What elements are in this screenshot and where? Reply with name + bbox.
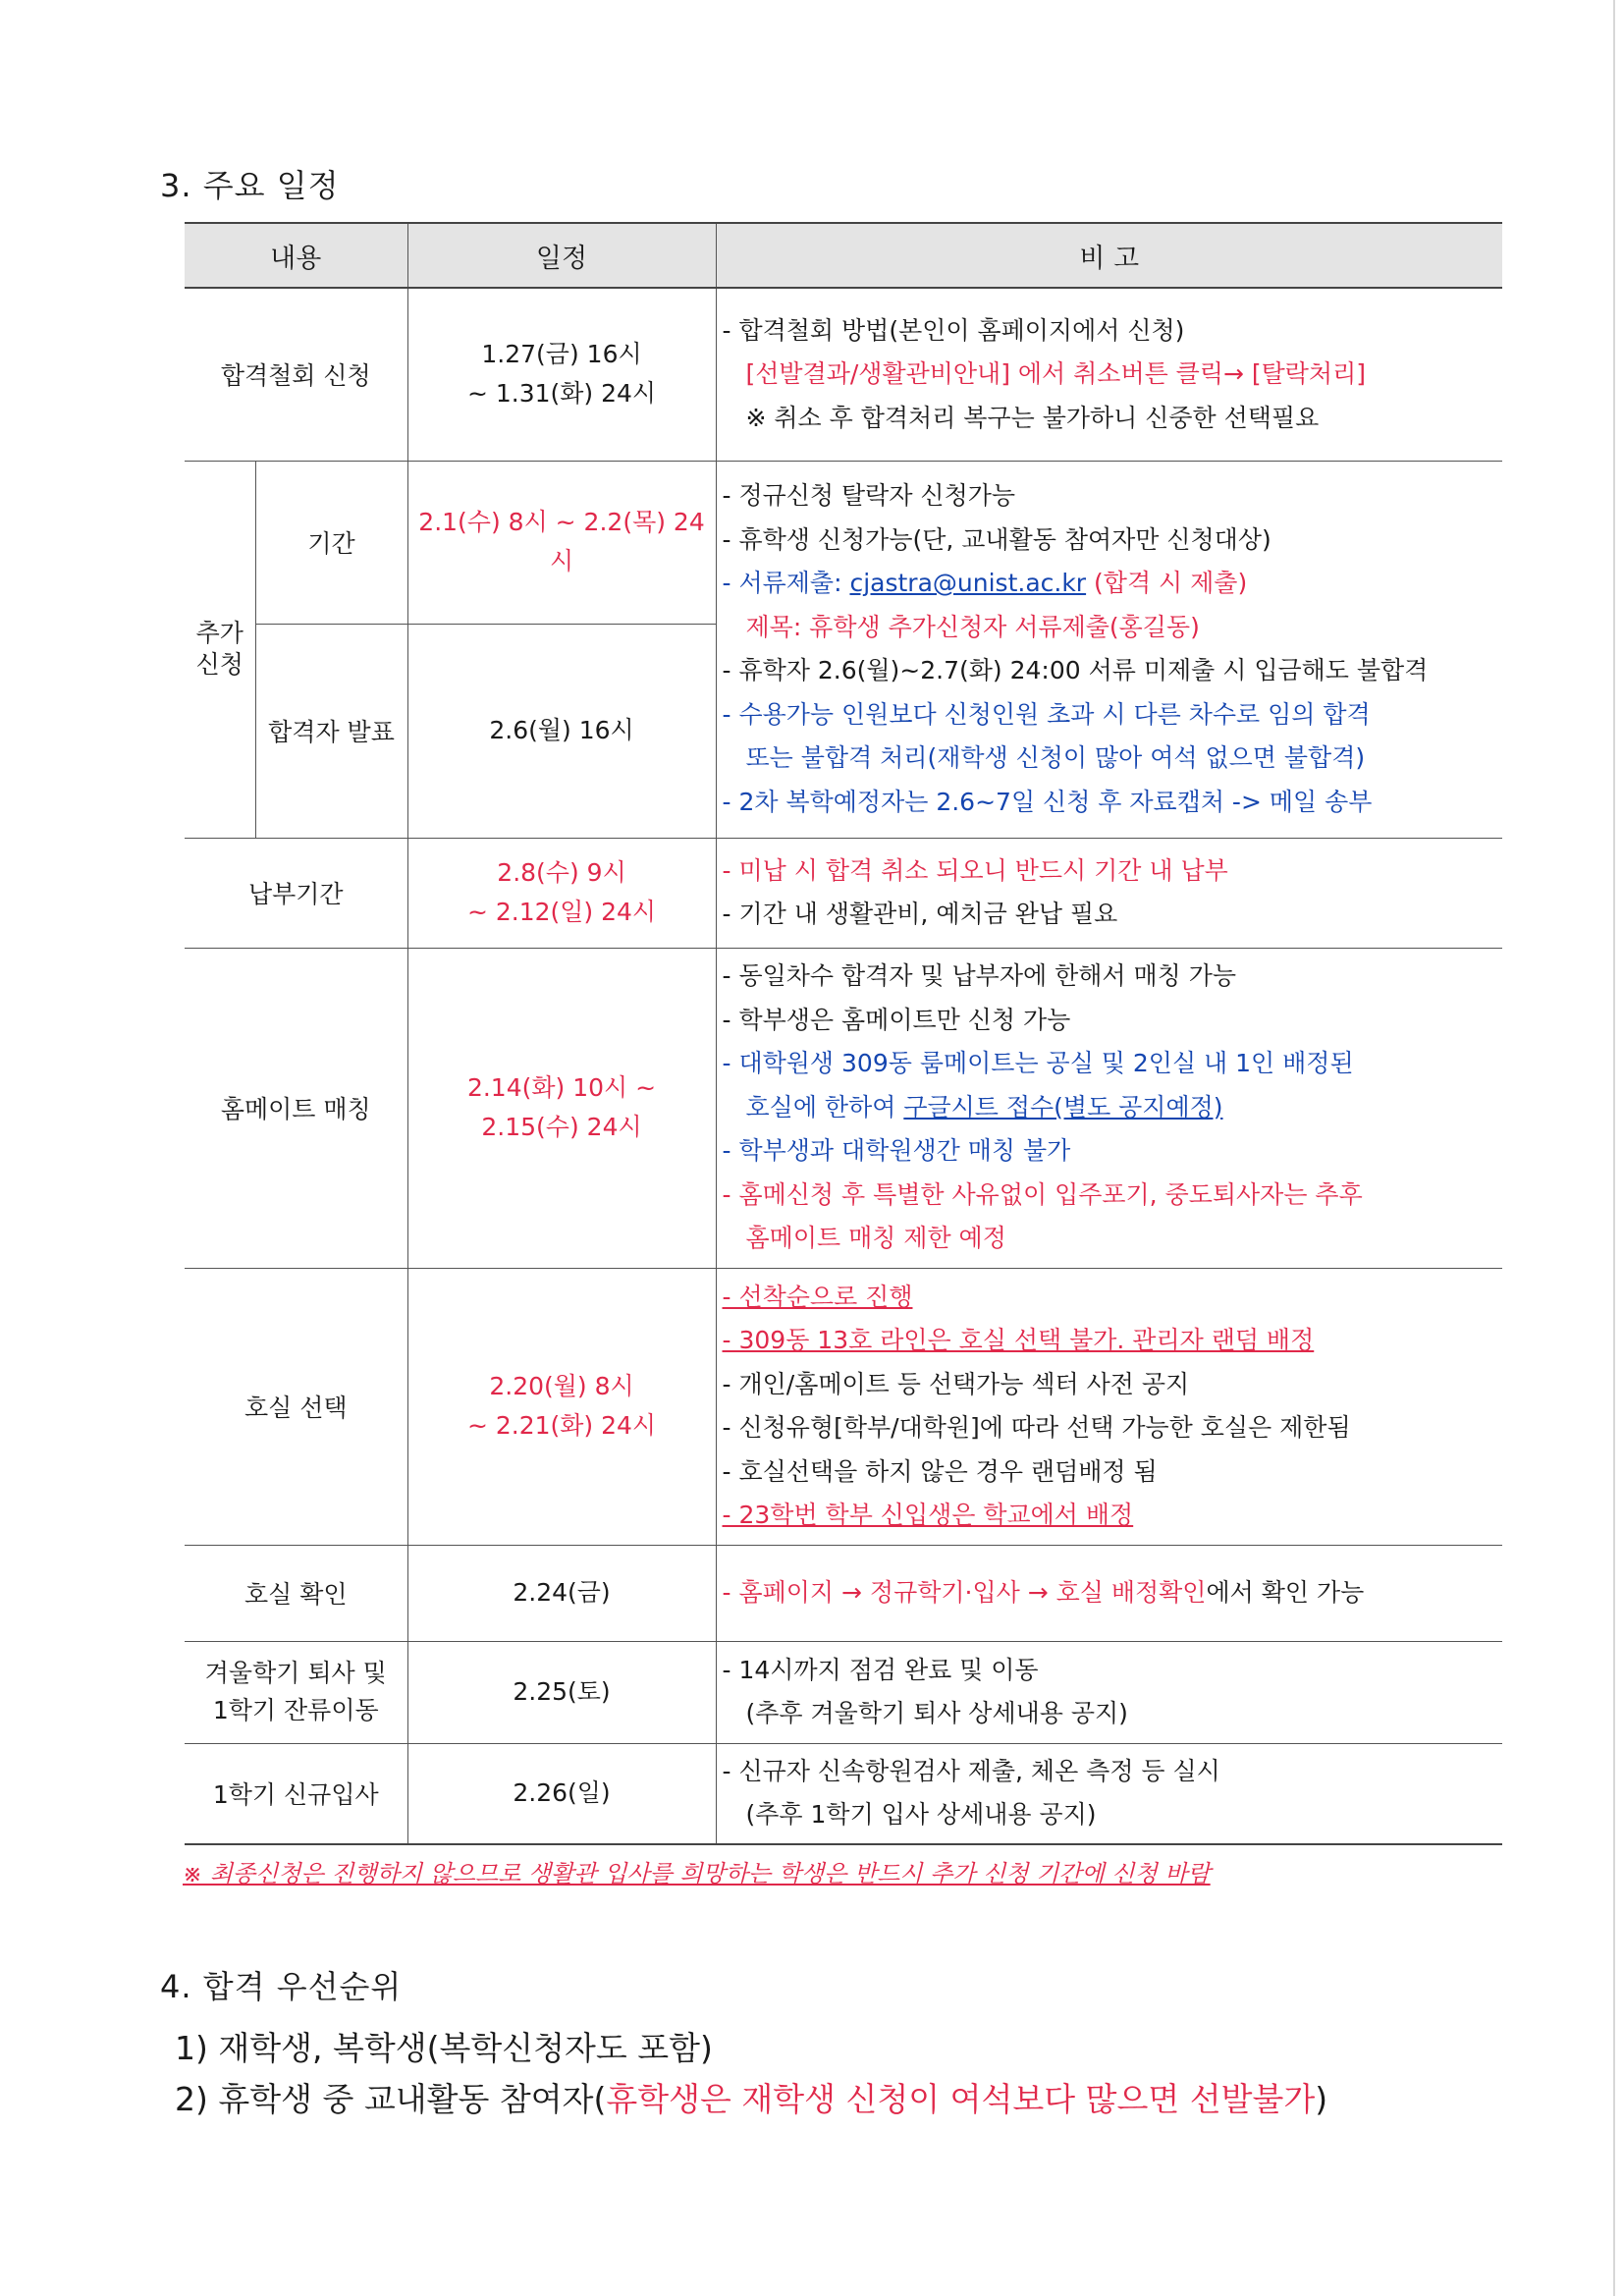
table-row-cancel — [185, 288, 1502, 461]
note-line: - 14시까지 점검 완료 및 이동 — [722, 1655, 1039, 1684]
row-date: 2.24(금) — [407, 1545, 716, 1641]
note-line — [723, 1571, 1493, 1615]
name-line: 1학기 잔류이동 — [212, 1696, 379, 1724]
header-remarks: 비 고 — [716, 223, 1502, 288]
row-notes — [716, 461, 1502, 838]
priority-item-2-highlight: 휴학생은 재학생 신청이 여석보다 많으면 선발불가 — [606, 2080, 1316, 2118]
row-notes — [716, 838, 1502, 948]
schedule-table — [185, 222, 1502, 1845]
row-name: 1학기 신규입사 — [185, 1743, 407, 1844]
row-name: 홈메이트 매칭 — [185, 948, 407, 1268]
footnote: ※ 최종신청은 진행하지 않으므로 생활관 입사를 희망하는 학생은 반드시 추가 신청 기간에 신청 바람 — [183, 1860, 1211, 1887]
date-line: 2.15(수) 24시 — [481, 1113, 642, 1141]
date-line: 2.20(월) 8시 — [489, 1372, 634, 1400]
date-line: 2.8(수) 9시 — [497, 858, 626, 887]
date-line: 2.14(화) 10시 ~ — [466, 1073, 657, 1102]
row-name: 합격자 발표 — [255, 624, 407, 838]
note-line: - 수용가능 인원보다 신청인원 초과 시 다른 차수로 임의 합격 — [722, 699, 1371, 729]
scan-edge-divider — [1613, 0, 1615, 2296]
header-content: 내용 — [185, 223, 407, 288]
row-notes — [716, 1545, 1502, 1641]
row-name: 납부기간 — [185, 838, 407, 948]
row-date: 2.1(수) 8시 ~ 2.2(목) 24시 — [407, 461, 716, 624]
row-notes — [716, 288, 1502, 461]
note-line: (추후 겨울학기 퇴사 상세내용 공지) — [745, 1699, 1128, 1727]
note-part: 호실에 한하여 — [745, 1092, 904, 1121]
row-name: 합격철회 신청 — [185, 288, 407, 461]
note-line: - 대학원생 309동 룸메이트는 공실 및 2인실 내 1인 배정된 — [722, 1049, 1354, 1078]
note-line: - 309동 13호 라인은 호실 선택 불가. 관리자 랜덤 배정 — [722, 1326, 1315, 1354]
table-row-new-entry — [185, 1743, 1502, 1844]
note-part: (합격 시 제출) — [1086, 569, 1248, 597]
note-line: (추후 1학기 입사 상세내용 공지) — [745, 1800, 1097, 1829]
section-3-title: 3. 주요 일정 — [160, 167, 340, 204]
note-part: 에서 확인 가능 — [1206, 1577, 1365, 1607]
row-date: 2.25(토) — [407, 1641, 716, 1743]
priority-item-1: 1) 재학생, 복학생(복학신청자도 포함) — [175, 2029, 713, 2067]
email-link[interactable]: cjastra@unist.ac.kr — [849, 569, 1087, 597]
note-line: - 학부생은 홈메이트만 신청 가능 — [722, 1005, 1071, 1034]
table-header-row — [185, 223, 1502, 288]
row-date — [407, 288, 716, 461]
date-line: ~ 2.21(화) 24시 — [466, 1411, 657, 1440]
note-line: - 호실선택을 하지 않은 경우 랜덤배정 됨 — [722, 1456, 1158, 1486]
note-line — [723, 562, 1493, 606]
row-date: 2.26(일) — [407, 1743, 716, 1844]
note-line: - 신규자 신속항원검사 제출, 체온 측정 등 실시 — [722, 1756, 1220, 1785]
row-notes — [716, 948, 1502, 1268]
date-line: 1.27(금) 16시 — [481, 340, 642, 369]
note-part: 구글시트 접수(별도 공지예정) — [903, 1092, 1223, 1121]
note-line: - 합격철회 방법(본인이 홈페이지에서 신청) — [722, 315, 1185, 345]
note-line: - 기간 내 생활관비, 예치금 완납 필요 — [722, 900, 1118, 928]
note-line: 홈메이트 매칭 제한 예정 — [745, 1224, 1006, 1253]
note-line: 또는 불합격 처리(재학생 신청이 많아 여석 없으면 불합격) — [745, 743, 1366, 772]
note-line: - 2차 복학예정자는 2.6~7일 신청 후 자료캡처 -> 메일 송부 — [722, 787, 1373, 816]
row-name: 호실 확인 — [185, 1545, 407, 1641]
table-row-roommate — [185, 948, 1502, 1268]
note-line: - 신청유형[학부/대학원]에 따라 선택 가능한 호실은 제한됨 — [722, 1413, 1351, 1442]
row-notes — [716, 1641, 1502, 1743]
row-name: 호실 선택 — [185, 1268, 407, 1545]
row-name — [185, 1641, 407, 1743]
priority-item-2-close: ) — [1315, 2080, 1328, 2118]
row-date — [407, 1268, 716, 1545]
table-row-winter-leave — [185, 1641, 1502, 1743]
note-line: - 학부생과 대학원생간 매칭 불가 — [722, 1136, 1071, 1166]
note-line: 제목: 휴학생 추가신청자 서류제출(홍길동) — [745, 612, 1200, 641]
priority-item-2 — [175, 2074, 1327, 2120]
note-line: [선발결과/생활관비안내] 에서 취소버튼 클릭→ [탈락처리] — [745, 359, 1366, 388]
note-part: - 홈페이지 → 정규학기·입사 → 호실 배정확인 — [722, 1577, 1207, 1607]
table-row-payment — [185, 838, 1502, 948]
note-line — [723, 1086, 1493, 1130]
priority-item-2-text: 2) 휴학생 중 교내활동 참여자( — [175, 2080, 607, 2118]
note-line: - 정규신청 탈락자 신청가능 — [722, 481, 1016, 510]
note-line: - 23학번 학부 신입생은 학교에서 배정 — [722, 1501, 1134, 1529]
row-name: 기간 — [255, 461, 407, 624]
note-line: - 미납 시 합격 취소 되오니 반드시 기간 내 납부 — [722, 855, 1228, 885]
note-line: ※ 취소 후 합격처리 복구는 불가하니 신중한 선택필요 — [745, 403, 1320, 432]
row-notes — [716, 1743, 1502, 1844]
additional-group-label — [185, 461, 255, 838]
note-line: - 휴학자 2.6(월)~2.7(화) 24:00 서류 미제출 시 입금해도 불합격 — [722, 656, 1429, 684]
note-line: - 선착순으로 진행 — [722, 1282, 913, 1311]
table-row-room-select — [185, 1268, 1502, 1545]
table-row-additional-period — [185, 461, 1502, 624]
note-line: - 홈메신청 후 특별한 사유없이 입주포기, 중도퇴사자는 추후 — [722, 1179, 1363, 1209]
table-row-room-confirm — [185, 1545, 1502, 1641]
date-line: ~ 1.31(화) 24시 — [466, 379, 657, 409]
note-part: - 서류제출: — [722, 569, 850, 597]
note-line: - 개인/홈메이트 등 선택가능 섹터 사전 공지 — [722, 1369, 1190, 1398]
note-line: - 동일차수 합격자 및 납부자에 한해서 매칭 가능 — [722, 961, 1237, 991]
name-line: 겨울학기 퇴사 및 — [204, 1659, 387, 1687]
row-notes — [716, 1268, 1502, 1545]
section-4-title: 4. 합격 우선순위 — [160, 1968, 403, 2005]
row-date — [407, 838, 716, 948]
note-line: - 휴학생 신청가능(단, 교내활동 참여자만 신청대상) — [722, 524, 1271, 554]
date-line: ~ 2.12(일) 24시 — [466, 898, 657, 926]
row-date — [407, 948, 716, 1268]
header-schedule: 일정 — [407, 223, 716, 288]
row-date: 2.6(월) 16시 — [407, 624, 716, 838]
group-label-text: 추가 신청 — [195, 619, 243, 679]
